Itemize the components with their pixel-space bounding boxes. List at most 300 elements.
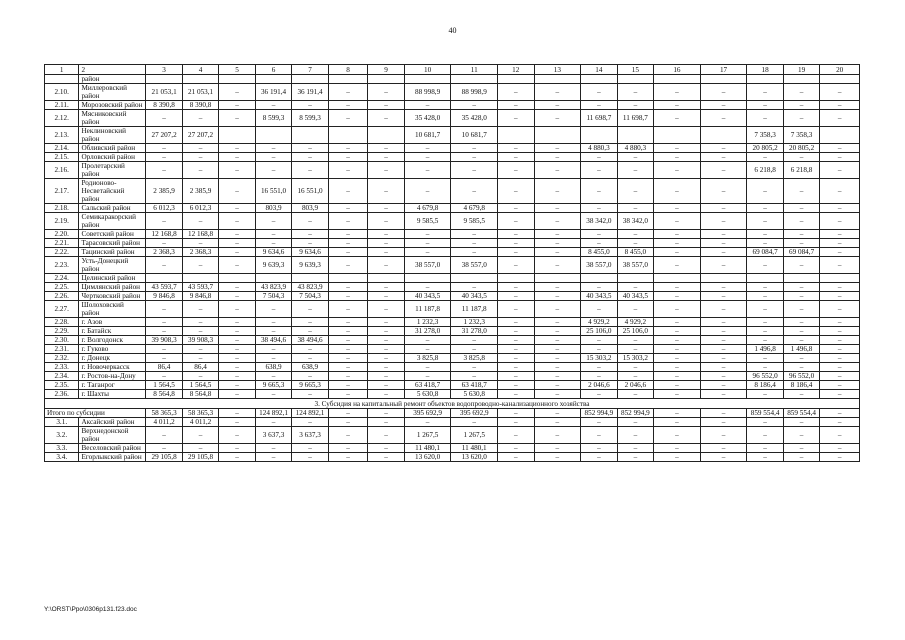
table-cell: –	[328, 418, 368, 427]
table-cell: –	[182, 354, 218, 363]
table-cell: 38 342,0	[617, 213, 653, 230]
table-cell: –	[747, 179, 783, 204]
table-cell: –	[820, 327, 860, 336]
table-cell: –	[368, 381, 404, 390]
table-cell: 9 585,5	[451, 213, 498, 230]
table-cell: –	[820, 372, 860, 381]
table-cell: –	[451, 179, 498, 204]
table-cell	[498, 274, 534, 283]
table-cell: 18	[747, 65, 783, 75]
table-cell: –	[700, 248, 747, 257]
table-cell: –	[368, 336, 404, 345]
table-cell: –	[255, 444, 291, 453]
table-cell: –	[581, 162, 617, 179]
table-cell: –	[617, 101, 653, 110]
table-row	[45, 274, 860, 283]
table-cell: 25 106,0	[617, 327, 653, 336]
row-name-cell: Тацинский район	[79, 248, 146, 257]
table-cell: 29 105,8	[182, 453, 218, 462]
table-cell: –	[581, 427, 617, 444]
table-cell: –	[368, 162, 404, 179]
row-name-cell: Миллеровский район	[79, 84, 146, 101]
table-cell: 11 480,1	[451, 444, 498, 453]
table-row	[45, 354, 860, 363]
table-cell: –	[368, 144, 404, 153]
table-cell: –	[581, 179, 617, 204]
table-cell: –	[292, 327, 328, 336]
table-cell: 2.34.	[45, 372, 79, 381]
table-cell: –	[654, 204, 701, 213]
table-cell: –	[534, 153, 581, 162]
table-cell: –	[498, 327, 534, 336]
table-cell: –	[820, 230, 860, 239]
table-cell: –	[182, 318, 218, 327]
table-cell	[820, 127, 860, 144]
table-cell	[783, 75, 819, 84]
row-name-cell: Усть-Донецкий район	[79, 257, 146, 274]
table-cell: 8 390,8	[146, 101, 182, 110]
table-cell: –	[820, 162, 860, 179]
table-cell: –	[219, 101, 255, 110]
table-cell: 69 084,7	[783, 248, 819, 257]
table-cell: –	[498, 162, 534, 179]
table-cell: –	[328, 444, 368, 453]
table-cell: –	[700, 381, 747, 390]
table-cell: –	[498, 248, 534, 257]
table-cell: 11 480,1	[404, 444, 451, 453]
table-cell: –	[783, 327, 819, 336]
table-cell: –	[700, 453, 747, 462]
table-cell: –	[498, 427, 534, 444]
table-cell: –	[368, 390, 404, 399]
table-cell: –	[292, 390, 328, 399]
table-cell: 15 303,2	[617, 354, 653, 363]
table-row	[45, 75, 860, 84]
row-name-cell: Пролетарский район	[79, 162, 146, 179]
table-cell: –	[146, 327, 182, 336]
table-cell: 395 692,9	[451, 409, 498, 418]
table-cell: –	[255, 390, 291, 399]
table-row	[45, 248, 860, 257]
table-cell: –	[146, 318, 182, 327]
table-cell: –	[146, 354, 182, 363]
table-cell: –	[534, 427, 581, 444]
table-cell: 9 585,5	[404, 213, 451, 230]
table-cell: –	[219, 354, 255, 363]
table-cell: –	[747, 283, 783, 292]
table-cell: –	[368, 427, 404, 444]
section-heading-row	[45, 399, 860, 409]
table-cell: 4 929,2	[581, 318, 617, 327]
table-cell: –	[328, 327, 368, 336]
table-cell: –	[368, 292, 404, 301]
table-cell: –	[534, 363, 581, 372]
table-cell: –	[368, 301, 404, 318]
table-cell: –	[368, 179, 404, 204]
table-cell	[654, 127, 701, 144]
table-cell: 2.29.	[45, 327, 79, 336]
table-cell: –	[498, 354, 534, 363]
table-cell: –	[820, 110, 860, 127]
table-cell: 5 630,8	[404, 390, 451, 399]
table-cell: 124 892,1	[255, 409, 291, 418]
table-cell: –	[498, 257, 534, 274]
table-cell: –	[404, 179, 451, 204]
table-cell: –	[747, 336, 783, 345]
row-name-cell: Неклиновский район	[79, 127, 146, 144]
table-cell: –	[783, 418, 819, 427]
table-cell: 12 168,8	[182, 230, 218, 239]
table-cell: –	[182, 110, 218, 127]
table-cell: –	[617, 363, 653, 372]
table-cell: –	[820, 345, 860, 354]
table-cell: –	[328, 257, 368, 274]
table-cell: –	[783, 301, 819, 318]
table-cell: –	[328, 381, 368, 390]
table-cell: –	[328, 248, 368, 257]
table-cell: –	[534, 248, 581, 257]
table-cell: –	[654, 101, 701, 110]
table-cell	[783, 274, 819, 283]
table-cell: –	[404, 418, 451, 427]
table-cell: –	[654, 336, 701, 345]
table-row	[45, 65, 860, 75]
table-cell: 2.30.	[45, 336, 79, 345]
table-cell: –	[534, 257, 581, 274]
table-cell: –	[146, 257, 182, 274]
table-cell: –	[534, 327, 581, 336]
table-cell: 40 343,5	[451, 292, 498, 301]
table-cell: –	[581, 84, 617, 101]
table-cell: 2.32.	[45, 354, 79, 363]
table-cell: 9 639,3	[255, 257, 291, 274]
table-cell	[255, 127, 291, 144]
table-row	[45, 327, 860, 336]
table-row	[45, 213, 860, 230]
table-cell: –	[783, 153, 819, 162]
table-cell: –	[255, 153, 291, 162]
table-cell: –	[182, 144, 218, 153]
table-cell: –	[368, 239, 404, 248]
table-cell: –	[654, 230, 701, 239]
table-cell	[328, 274, 368, 283]
table-cell: –	[451, 248, 498, 257]
table-cell: –	[328, 318, 368, 327]
table-cell	[368, 274, 404, 283]
table-cell: –	[219, 418, 255, 427]
table-cell: 1 267,5	[404, 427, 451, 444]
table-cell: 2.15.	[45, 153, 79, 162]
table-cell: –	[328, 162, 368, 179]
table-cell: –	[368, 101, 404, 110]
table-cell: –	[182, 327, 218, 336]
table-cell: –	[534, 372, 581, 381]
table-cell: 2.20.	[45, 230, 79, 239]
table-cell: 8 186,4	[747, 381, 783, 390]
row-name-cell: Тарасовский район	[79, 239, 146, 248]
table-cell: 7	[292, 65, 328, 75]
table-cell: 4 679,8	[451, 204, 498, 213]
table-cell: 69 084,7	[747, 248, 783, 257]
table-cell: 2.22.	[45, 248, 79, 257]
table-cell	[654, 75, 701, 84]
table-cell: 3 637,3	[292, 427, 328, 444]
table-row	[45, 179, 860, 204]
table-cell: –	[368, 153, 404, 162]
table-cell: –	[700, 444, 747, 453]
table-cell: 38 494,6	[255, 336, 291, 345]
table-cell: –	[219, 327, 255, 336]
table-cell: –	[146, 110, 182, 127]
table-cell: 16	[654, 65, 701, 75]
table-cell: –	[451, 418, 498, 427]
table-cell: –	[654, 381, 701, 390]
table-cell: –	[219, 110, 255, 127]
table-cell: 31 278,0	[451, 327, 498, 336]
table-cell: –	[368, 345, 404, 354]
table-cell: 86,4	[182, 363, 218, 372]
table-cell: –	[700, 354, 747, 363]
table-cell: –	[255, 418, 291, 427]
table-cell: –	[617, 204, 653, 213]
table-cell: –	[700, 283, 747, 292]
table-cell: –	[368, 213, 404, 230]
table-cell: –	[700, 179, 747, 204]
table-cell: –	[219, 372, 255, 381]
table-cell: 20 805,2	[747, 144, 783, 153]
table-cell: –	[654, 257, 701, 274]
table-cell: 16 551,0	[292, 179, 328, 204]
table-cell: –	[368, 110, 404, 127]
table-cell: –	[498, 204, 534, 213]
table-cell: –	[498, 336, 534, 345]
table-cell: 3.2.	[45, 427, 79, 444]
table-cell	[747, 274, 783, 283]
table-cell: –	[219, 257, 255, 274]
table-cell: –	[783, 283, 819, 292]
table-cell: –	[747, 363, 783, 372]
table-cell: 2 385,9	[182, 179, 218, 204]
table-cell: –	[700, 110, 747, 127]
table-cell: –	[534, 345, 581, 354]
table-cell: –	[328, 390, 368, 399]
table-row	[45, 144, 860, 153]
table-cell: –	[700, 84, 747, 101]
table-cell: –	[700, 418, 747, 427]
table-cell: 1 267,5	[451, 427, 498, 444]
table-cell: –	[581, 283, 617, 292]
table-cell: 859 554,4	[783, 409, 819, 418]
table-cell: –	[654, 427, 701, 444]
table-cell: –	[820, 153, 860, 162]
table-cell: 43 593,7	[146, 283, 182, 292]
table-cell: –	[783, 101, 819, 110]
table-cell: –	[219, 84, 255, 101]
table-cell: –	[328, 230, 368, 239]
row-name-cell: г. Ростов-на-Дону	[79, 372, 146, 381]
table-cell: –	[534, 84, 581, 101]
table-cell: –	[534, 453, 581, 462]
row-name-cell: Мясниковский район	[79, 110, 146, 127]
table-cell: 3 637,3	[255, 427, 291, 444]
table-cell: –	[700, 390, 747, 399]
table-cell: 638,9	[292, 363, 328, 372]
table-cell: –	[820, 409, 860, 418]
table-cell: –	[498, 372, 534, 381]
table-cell	[820, 75, 860, 84]
table-cell: 96 552,0	[783, 372, 819, 381]
table-row	[45, 230, 860, 239]
table-cell: –	[219, 363, 255, 372]
table-cell: –	[146, 372, 182, 381]
table-cell: 43 823,9	[255, 283, 291, 292]
table-cell: 803,9	[292, 204, 328, 213]
table-cell: 8 599,3	[255, 110, 291, 127]
table-cell: 36 191,4	[255, 84, 291, 101]
table-cell: –	[498, 101, 534, 110]
table-cell: –	[328, 213, 368, 230]
row-name-cell: Морозовский район	[79, 101, 146, 110]
table-cell: 6 218,8	[783, 162, 819, 179]
table-cell	[219, 274, 255, 283]
table-cell: –	[654, 84, 701, 101]
table-cell: –	[368, 84, 404, 101]
table-cell: –	[534, 318, 581, 327]
table-cell: 2.28.	[45, 318, 79, 327]
table-cell: –	[820, 292, 860, 301]
table-cell: –	[700, 257, 747, 274]
table-cell: 2.17.	[45, 179, 79, 204]
table-cell: –	[700, 204, 747, 213]
table-cell: 3 825,8	[404, 354, 451, 363]
table-cell	[368, 75, 404, 84]
table-row	[45, 444, 860, 453]
table-cell: –	[328, 153, 368, 162]
table-cell: –	[617, 345, 653, 354]
table-cell: 1 564,5	[182, 381, 218, 390]
table-cell: –	[328, 204, 368, 213]
table-cell: 2.14.	[45, 144, 79, 153]
table-cell: –	[404, 162, 451, 179]
table-cell: –	[255, 162, 291, 179]
table-cell: 124 892,1	[292, 409, 328, 418]
table-cell: 38 557,0	[404, 257, 451, 274]
table-cell: 2.25.	[45, 283, 79, 292]
table-cell: 31 278,0	[404, 327, 451, 336]
table-cell: –	[581, 336, 617, 345]
row-name-cell: г. Волгодонск	[79, 336, 146, 345]
table-cell: 2.24.	[45, 274, 79, 283]
table-cell: –	[534, 292, 581, 301]
table-cell: –	[328, 372, 368, 381]
table-cell: –	[820, 354, 860, 363]
table-cell: –	[747, 101, 783, 110]
table-cell: 2.26.	[45, 292, 79, 301]
table-cell: –	[581, 453, 617, 462]
table-cell	[146, 75, 182, 84]
table-cell: –	[255, 301, 291, 318]
table-cell: 859 554,4	[747, 409, 783, 418]
table-cell: –	[747, 257, 783, 274]
table-cell: 2.12.	[45, 110, 79, 127]
table-cell: 2 368,3	[146, 248, 182, 257]
table-cell: –	[328, 179, 368, 204]
table-cell: –	[654, 301, 701, 318]
table-cell: –	[617, 453, 653, 462]
table-cell: –	[328, 301, 368, 318]
table-cell: –	[404, 101, 451, 110]
table-cell: –	[328, 84, 368, 101]
table-cell: –	[146, 162, 182, 179]
row-name-cell: Егорлыкский район	[79, 453, 146, 462]
table-cell: –	[747, 292, 783, 301]
table-cell	[700, 127, 747, 144]
table-cell: 2.27.	[45, 301, 79, 318]
table-cell: –	[581, 239, 617, 248]
table-cell: –	[654, 239, 701, 248]
table-cell: 36 191,4	[292, 84, 328, 101]
table-cell: –	[581, 418, 617, 427]
table-cell: –	[255, 144, 291, 153]
table-cell: 11 187,8	[451, 301, 498, 318]
table-row	[45, 127, 860, 144]
table-cell: 4 011,2	[182, 418, 218, 427]
table-cell: –	[783, 336, 819, 345]
table-cell: –	[219, 144, 255, 153]
table-cell: –	[783, 239, 819, 248]
table-cell: –	[404, 363, 451, 372]
table-cell: 43 823,9	[292, 283, 328, 292]
table-cell: –	[368, 318, 404, 327]
table-cell: –	[783, 318, 819, 327]
table-cell: –	[617, 153, 653, 162]
table-cell: 9 665,3	[255, 381, 291, 390]
table-cell: –	[820, 453, 860, 462]
table-cell: 2 046,6	[617, 381, 653, 390]
table-cell: –	[368, 248, 404, 257]
table-cell: 11 187,8	[404, 301, 451, 318]
table-cell: 21 053,1	[182, 84, 218, 101]
table-cell	[328, 75, 368, 84]
table-cell: –	[783, 354, 819, 363]
table-cell: –	[820, 248, 860, 257]
table-cell: –	[654, 318, 701, 327]
table-cell: –	[747, 427, 783, 444]
table-cell: 43 593,7	[182, 283, 218, 292]
table-cell: –	[219, 292, 255, 301]
row-name-cell: Веселовский район	[79, 444, 146, 453]
table-cell: 58 365,3	[146, 409, 182, 418]
table-row	[45, 363, 860, 372]
table-cell	[451, 75, 498, 84]
table-cell: –	[368, 204, 404, 213]
table-cell: –	[328, 453, 368, 462]
table-cell: 6	[255, 65, 291, 75]
table-row	[45, 418, 860, 427]
table-cell	[146, 274, 182, 283]
table-cell: 4 880,3	[581, 144, 617, 153]
table-cell: –	[328, 144, 368, 153]
table-cell: –	[581, 444, 617, 453]
table-cell: –	[368, 372, 404, 381]
table-cell: –	[451, 153, 498, 162]
table-cell: 38 342,0	[581, 213, 617, 230]
table-cell: –	[700, 292, 747, 301]
table-cell: –	[255, 101, 291, 110]
table-row	[45, 153, 860, 162]
table-cell: –	[581, 153, 617, 162]
table-cell: 8 455,0	[617, 248, 653, 257]
